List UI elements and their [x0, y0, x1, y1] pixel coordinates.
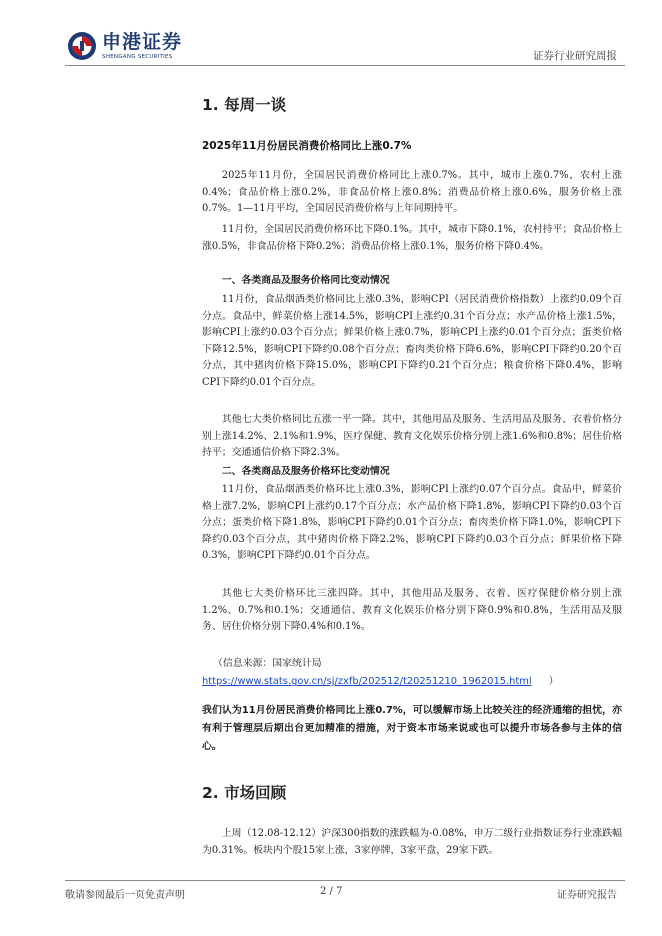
source-line [202, 674, 559, 691]
conclusion: 我们认为11月份居民消费价格同比上涨0.7%，可以缓解市场上比较关注的经济通缩的担忧，亦有利于管理层后期出台更加精准的措施，对于资本市场来说或也可以提升市场各参与主体的信心。 [202, 705, 622, 752]
source-label: （信息来源：国家统计局 [213, 658, 322, 669]
page-header [0, 0, 662, 72]
article-subtitle: 2025年11月份居民消费价格同比上涨0.7% [202, 140, 412, 152]
paragraph: 其他七大类价格环比三涨四降。其中，其他用品及服务、衣着、医疗保健价格分别上涨1.2%、0.7%和0.1%；交通通信、教育文化娱乐价格分别下降0.9%和0.8%，生活用品及服务、居住价格分别下降0.4%和0.1%。 [202, 588, 622, 632]
paragraph: 其他七大类价格同比五涨一平一降。其中，其他用品及服务、生活用品及服务、衣着价格分别上涨14.2%、2.1%和1.9%，医疗保健、教育文化娱乐价格分别上涨1.6%和0.8%；居住价格持平；交通通信价格下降2.3%。 [202, 414, 622, 458]
company-name-en: SHENGANG SECURITIES [102, 54, 173, 60]
paragraph: 上周（12.08-12.12）沪深300指数的涨跌幅为-0.08%，申万二级行业指数证券行业涨跌幅为0.31%。板块内个股15家上涨，3家停牌，3家平盘，29家下跌。 [202, 828, 622, 856]
part2-title: 二、各类商品及服务价格环比变动情况 [221, 466, 390, 477]
paragraph: 11月份，食品烟酒类价格同比上涨0.3%，影响CPI（居民消费价格指数）上涨约0.09个百分点。食品中，鲜菜价格上涨14.5%，影响CPI上涨约0.31个百分点；水产品价格上涨1.5%，影响CPI上涨约0.03个百分点；鲜果价格上涨0.7%，影响CPI上涨约0.01个百分点；蛋类价格下降12.5%，影响CPI下降约0.08个百分点；畜肉类价格下降6.6%，影响CPI下降约0.20个百分点，其中猪肉价格下降15.0%，影响CPI下降约0.21个百分点；粮食价格下降0.4%，影响CPI下降约0.01个百分点。 [202, 294, 622, 388]
source-link[interactable]: https://www.stats.gov.cn/sj/zxfb/202512/t20251210_1962015.html [202, 676, 532, 687]
paragraph: 11月份，食品烟酒类价格环比上涨0.3%，影响CPI上涨约0.07个百分点。食品中，鲜菜价格上涨7.2%，影响CPI上涨约0.17个百分点；水产品价格下降1.8%，影响CPI下降约0.03个百分点；蛋类价格下降1.8%，影响CPI下降约0.01个百分点；畜肉类价格下降1.0%，影响CPI下降约0.03个百分点，其中猪肉价格下降2.2%，影响CPI下降约0.03个百分点；鲜果价格下降0.3%，影响CPI下降约0.01个百分点。 [202, 484, 622, 561]
company-name: 申港证券 [102, 31, 183, 53]
section-heading-market-review: 2. 市场回顾 [202, 784, 287, 802]
header-divider [65, 65, 625, 66]
report-type: 证券行业研究周报 [533, 50, 617, 62]
page-number: 2 / 7 [320, 886, 343, 897]
paragraph: 2025年11月份，全国居民消费价格同比上涨0.7%。其中，城市上涨0.7%，农村上涨0.4%；食品价格上涨0.2%，非食品价格上涨0.8%；消费品价格上涨0.6%，服务价格上涨0.7%。1—11月平均，全国居民消费价格与上年同期持平。 [202, 170, 622, 214]
footer-report-label: 证券研究报告 [557, 890, 617, 901]
part1-title: 一、各类商品及服务价格同比变动情况 [221, 275, 390, 286]
paragraph: 11月份，全国居民消费价格环比下降0.1%。其中，城市下降0.1%，农村持平；食品价格上涨0.5%，非食品价格下降0.2%；消费品价格上涨0.1%，服务价格下降0.4%。 [202, 224, 622, 252]
shengang-logo-icon [67, 31, 97, 61]
footer-disclaimer: 敬请参阅最后一页免责声明 [65, 890, 185, 901]
source-close: ） [548, 676, 559, 687]
section-heading-weekly-talk: 1. 每周一谈 [202, 96, 287, 114]
footer-divider [65, 880, 625, 881]
